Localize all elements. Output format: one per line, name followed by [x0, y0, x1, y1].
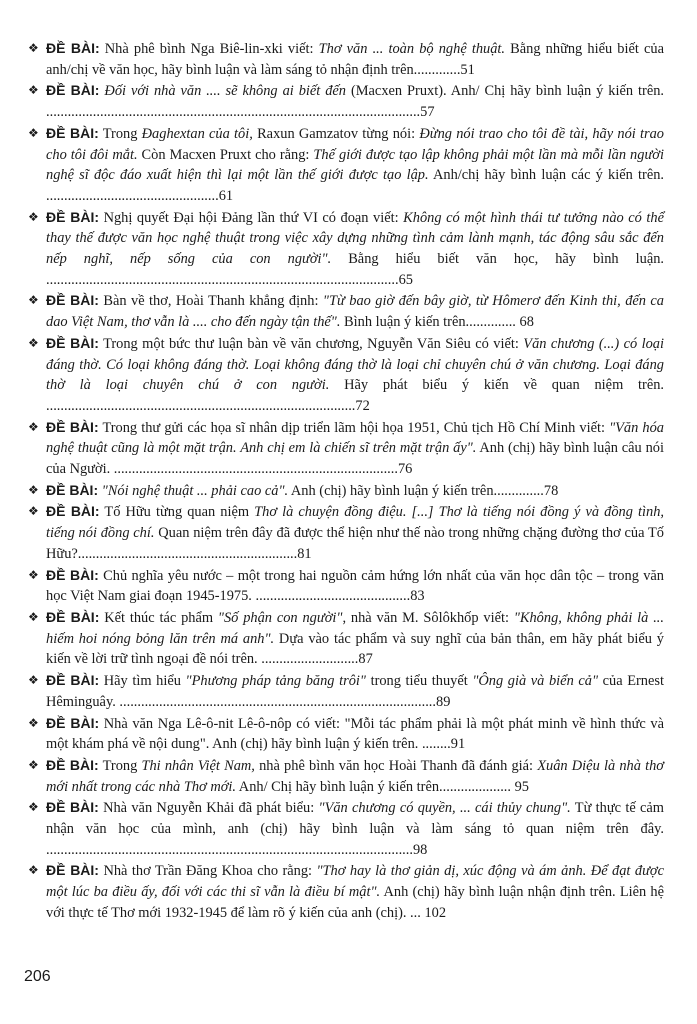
entry-quote: Đừng nói trao cho tôi đề tài, hãy nói trao cho tôi đôi mắt.: [46, 125, 664, 163]
entry-quote: Đối với nhà văn .... sẽ không ai biết đến: [104, 83, 347, 100]
entry-quote: Đaghextan của tôi,: [141, 125, 253, 142]
diamond-bullet-icon: ❖: [28, 800, 39, 815]
entry-text: Raxun Gamzatov từng nói:: [252, 125, 420, 142]
entry-text: (Macxen Pruxt). Anh/ Chị hãy bình luận ý kiến trên. ........................................................................................................57: [46, 83, 664, 121]
entry-quote: "Văn chương có quyền, ... cái thủy chung".: [318, 800, 571, 817]
entry-text: Anh/chị hãy bình luận các ý kiến trên. ................................................61: [46, 167, 665, 204]
entry-text: Nhà văn Nga Lê-ô-nit Lê-ô-nôp có viết: "Mỗi tác phẩm phải là một phát minh về hình thức và một khám phá về nội dung". Anh (chị) hãy bình luận ý kiến trên. ........91: [46, 715, 664, 753]
entry-quote: "Thơ hay là thơ giản dị, xúc động và ám ảnh. Để đạt được một lúc ba điều ấy, đối với các thi sĩ vẫn là điều bí mật".: [46, 863, 664, 901]
entry-text: Quan niệm trên đây đã được thể hiện như thế nào trong những chặng đường thơ của Tố Hữu?.............................................................81: [46, 525, 664, 562]
diamond-bullet-icon: ❖: [28, 293, 39, 308]
toc-entry: [28, 755, 664, 797]
entry-text: Từ thực tế cảm nhận văn học của mình, anh (chị) hãy bình luận và làm sáng tỏ quan niệm trên đây. ......................................................................................................98: [46, 800, 664, 858]
diamond-bullet-icon: ❖: [28, 715, 39, 730]
entry-text: Hãy phát biểu ý kiến về quan niệm trên. ......................................................................................72: [46, 377, 664, 414]
toc-entry: [28, 860, 664, 923]
entry-label: ĐỀ BÀI:: [46, 756, 99, 773]
diamond-bullet-icon: ❖: [28, 504, 39, 519]
diamond-bullet-icon: ❖: [28, 673, 39, 688]
entry-label: ĐỀ BÀI:: [46, 418, 99, 435]
entry-label: ĐỀ BÀI:: [46, 608, 100, 625]
toc-entry: [28, 38, 664, 80]
diamond-bullet-icon: ❖: [28, 757, 39, 772]
entry-quote: "Phương pháp tảng băng trôi": [185, 673, 366, 690]
entry-quote: "Nói nghệ thuật ... phải cao cả".: [101, 482, 289, 499]
entry-text: trong tiểu thuyết: [365, 673, 473, 690]
entry-label: ĐỀ BÀI:: [46, 334, 99, 351]
entry-text: Dựa vào tác phẩm và suy nghĩ của bản thân, em hãy phát biểu ý kiến về lời trữ tình ngoại đề nói trên. ...........................87: [46, 630, 665, 668]
diamond-bullet-icon: ❖: [28, 335, 39, 350]
diamond-bullet-icon: ❖: [28, 209, 39, 224]
entry-label: ĐỀ BÀI:: [46, 292, 99, 309]
toc-entry: [28, 290, 664, 332]
toc-entry: [28, 333, 664, 417]
entry-text: Anh (chị) hãy bình luận ý kiến trên..............78: [288, 482, 559, 499]
diamond-bullet-icon: ❖: [28, 125, 39, 140]
diamond-bullet-icon: ❖: [28, 83, 39, 98]
entry-text: Bằng những hiểu biết của anh/chị về văn học, hãy bình luận và làm sáng tỏ nhận định trên.............51: [46, 41, 664, 78]
entry-quote: Thi nhân Việt Nam,: [141, 757, 255, 774]
entry-text: Trong: [98, 125, 142, 142]
entry-text: Bình luận ý kiến trên.............. 68: [340, 314, 534, 331]
entry-text: Nghị quyết Đại hội Đảng lần thứ VI có đoạn viết:: [99, 209, 404, 226]
entry-text: nhà phê bình văn học Hoài Thanh đã đánh giá:: [254, 757, 538, 774]
entry-text: Bàn về thơ, Hoài Thanh khẳng định:: [98, 293, 323, 310]
entry-text: Trong một bức thư luận bàn về văn chương, Nguyễn Văn Siêu có viết:: [98, 335, 524, 352]
entry-text: Bằng hiểu biết văn học, hãy bình luận. ..................................................................................................65: [46, 251, 664, 288]
toc-entry: [28, 565, 664, 607]
table-of-contents: [28, 38, 664, 924]
entry-label: ĐỀ BÀI:: [46, 208, 100, 225]
entry-text: Trong: [98, 757, 142, 774]
entry-quote: Thơ là chuyện đồng điệu. [...] Thơ là tiếng nói đồng ý và đồng tình, tiếng nói đồng chí.: [46, 504, 664, 542]
entry-quote: Thơ văn ... toàn bộ nghệ thuật.: [318, 41, 506, 57]
entry-quote: Không có một hình thái tư tưởng nào có thể thay thế được văn học nghệ thuật trong việc xây dựng những tình cảm lành mạnh, tác động sâu sắc đến nếp nghĩ, nếp sống của con người".: [46, 209, 664, 268]
entry-quote: "Ông già và biển cả": [472, 673, 599, 690]
entry-text: Nhà văn Nguyễn Khải đã phát biểu:: [98, 800, 319, 817]
diamond-bullet-icon: ❖: [28, 609, 39, 624]
entry-text: Trong thư gửi các họa sĩ nhân dịp triển lãm hội họa 1951, Chủ tịch Hồ Chí Minh viết:: [98, 419, 610, 436]
entry-text: Anh/ Chị hãy bình luận ý kiến trên.................... 95: [236, 778, 529, 795]
entry-text: Anh (chị) hãy bình luận câu nói của Người. ...............................................................................76: [46, 440, 664, 478]
diamond-bullet-icon: ❖: [28, 482, 39, 497]
toc-entry: [28, 123, 664, 207]
toc-entry: [28, 501, 664, 564]
entry-label: ĐỀ BÀI:: [46, 862, 99, 879]
entry-label: ĐỀ BÀI:: [46, 799, 99, 816]
entry-text: Tố Hữu từng quan niệm: [99, 504, 255, 521]
entry-label: ĐỀ BÀI:: [46, 503, 100, 520]
entry-text: , nhà văn M. Sôlôkhốp viết:: [342, 609, 514, 626]
entry-label: ĐỀ BÀI:: [46, 672, 100, 689]
diamond-bullet-icon: ❖: [28, 41, 39, 55]
entry-text: Còn Macxen Pruxt cho rằng:: [137, 146, 314, 163]
entry-label: ĐỀ BÀI:: [46, 40, 100, 56]
entry-text: Nhà phê bình Nga Biê-lin-xki viết:: [99, 41, 319, 57]
entry-text: Kết thúc tác phẩm: [99, 609, 218, 626]
toc-entry: [28, 797, 664, 860]
entry-text: Hãy tìm hiểu: [99, 673, 186, 690]
entry-text: của Ernest Hêminguây. ........................................................................................89: [46, 673, 664, 710]
entry-label: ĐỀ BÀI:: [46, 714, 100, 731]
entry-text: Nhà thơ Trần Đăng Khoa cho rằng:: [98, 863, 317, 880]
entry-label: ĐỀ BÀI:: [46, 124, 99, 141]
toc-entry: [28, 80, 664, 122]
toc-entry: [28, 207, 664, 291]
entry-label: ĐỀ BÀI:: [46, 566, 99, 583]
entry-quote: Xuân Diệu là nhà thơ mới nhất trong các nhà Thơ mới.: [46, 757, 664, 795]
entry-quote: "Số phận con người": [217, 609, 343, 626]
entry-text: Anh (chị) hãy bình luận nhận định trên. Liên hệ với thực tế Thơ mới 1932-1945 để làm rõ ý kiến của anh (chị). ... 102: [46, 884, 665, 921]
diamond-bullet-icon: ❖: [28, 567, 39, 582]
entry-quote: "Từ bao giờ đến bây giờ, từ Hômerơ đến Kinh thi, đến ca dao Việt Nam, thơ vẫn là .... cho đến ngày tận thế".: [46, 293, 664, 331]
entry-quote: Thế giới được tạo lập không phải một lần mà mỗi lần người nghệ sĩ độc đáo xuất hiện thì lại một lần thế giới được tạo lập.: [46, 146, 664, 184]
diamond-bullet-icon: ❖: [28, 863, 39, 878]
entry-quote: Văn chương (...) có loại đáng thờ. Có loại không đáng thờ. Loại không đáng thờ là loại chỉ chuyên chú ở văn chương. Loại đáng thờ là loại chuyên chú ở con người.: [46, 335, 664, 394]
entry-label: ĐỀ BÀI:: [46, 82, 100, 99]
entry-text: Chủ nghĩa yêu nước – một trong hai nguồn cảm hứng lớn nhất của văn học dân tộc – trong văn học Việt Nam giai đoạn 1945-1975. ...........................................83: [46, 567, 664, 605]
toc-entry: [28, 670, 664, 712]
entry-quote: "Văn hóa nghệ thuật cũng là một mặt trận. Anh chị em là chiến sĩ trên mặt trận ấy".: [46, 419, 664, 457]
toc-entry: [28, 480, 664, 502]
toc-entry: [28, 417, 664, 480]
diamond-bullet-icon: ❖: [28, 419, 39, 434]
toc-entry: [28, 607, 664, 670]
page-number: 206: [24, 968, 51, 985]
entry-quote: "Không, không phải là ... hiếm hoi nóng bỏng lăn trên má anh".: [46, 609, 665, 647]
toc-entry: [28, 713, 664, 755]
entry-label: ĐỀ BÀI:: [46, 481, 99, 498]
